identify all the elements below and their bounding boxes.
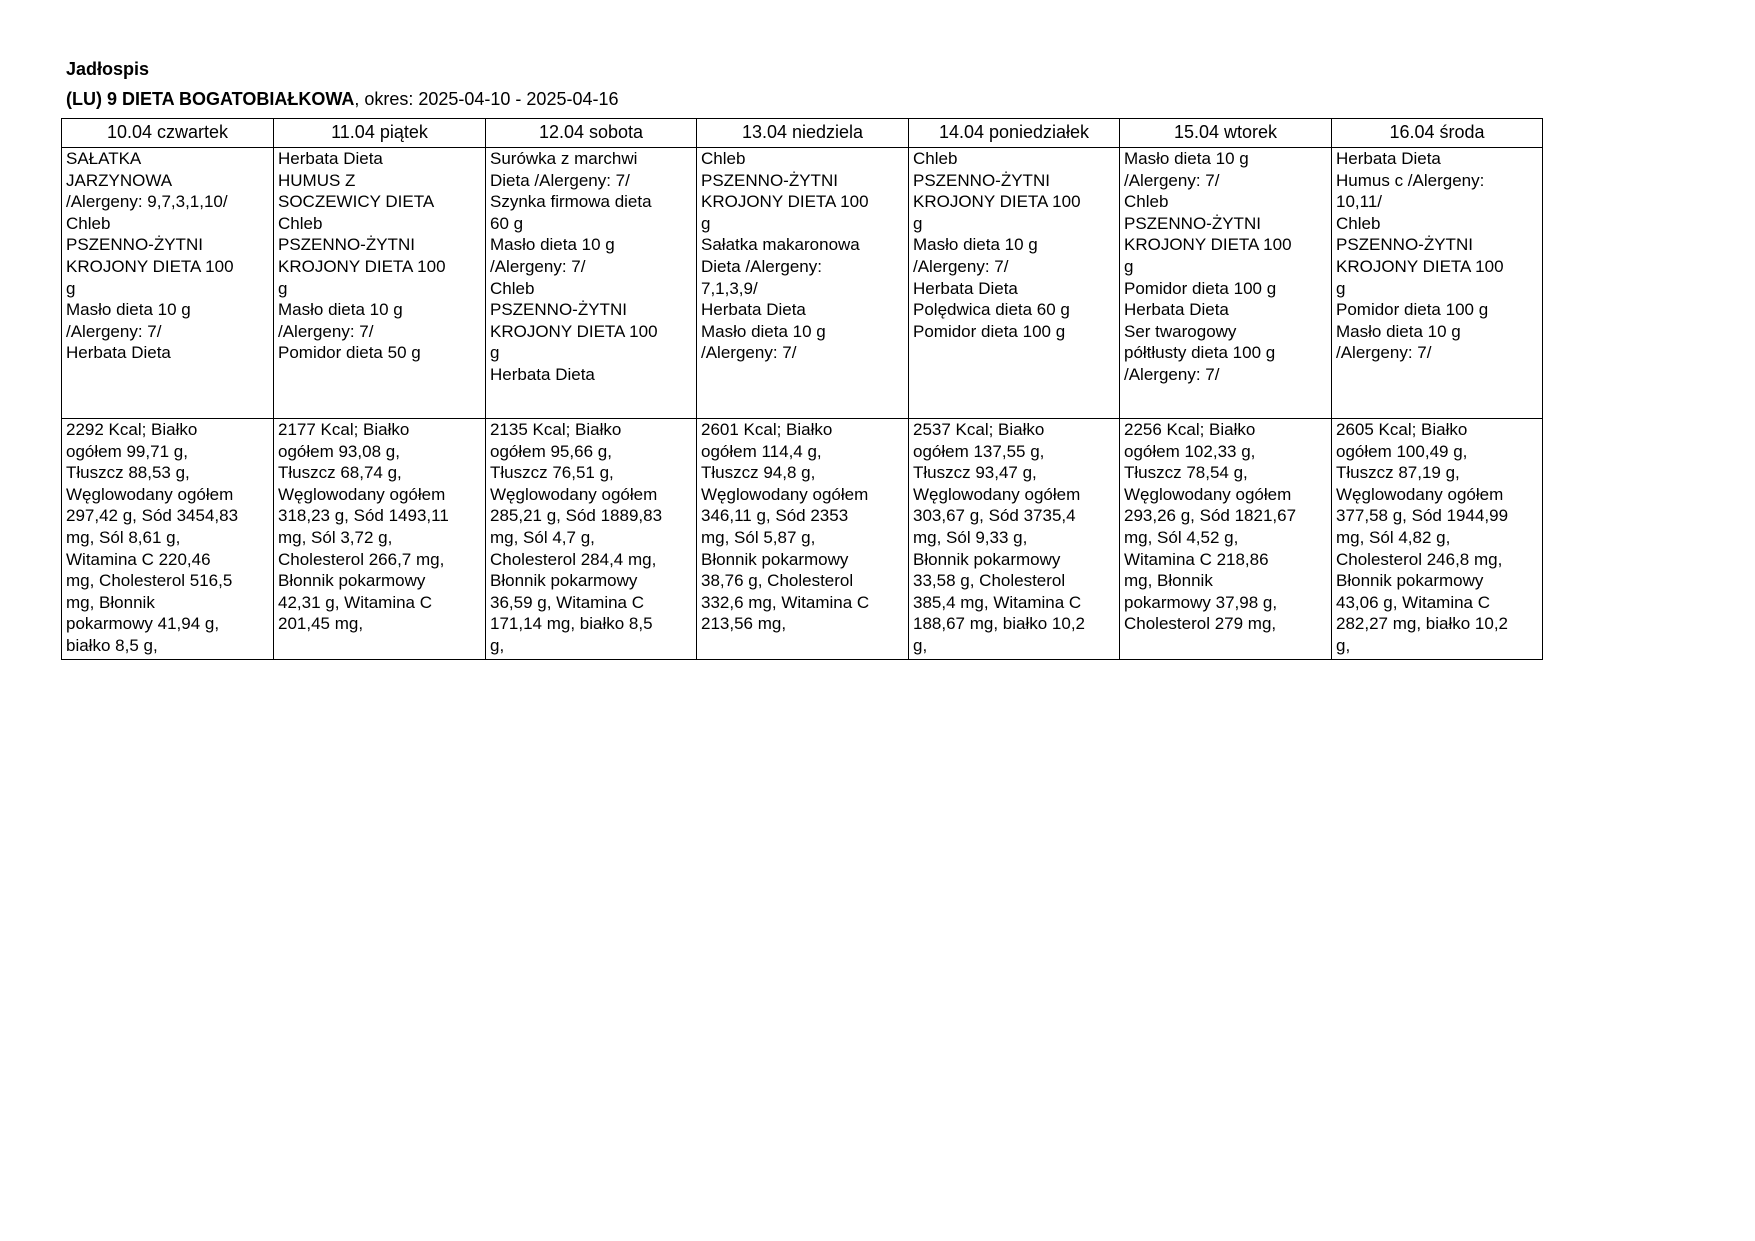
meals-cell: Surówka z marchwi Dieta /Alergeny: 7/ Szynka firmowa dieta 60 g Masło dieta 10 g /Alergeny: 7/ Chleb PSZENNO-ŻYTNI KROJONY DIETA 100 g Herbata Dieta — [486, 148, 697, 419]
diet-name: (LU) 9 DIETA BOGATOBIAŁKOWA — [66, 89, 355, 109]
nutrition-cell: 2601 Kcal; Białko ogółem 114,4 g, Tłuszcz 94,8 g, Węglowodany ogółem 346,11 g, Sód 2353 mg, Sól 5,87 g, Błonnik pokarmowy 38,76 g, Cholesterol 332,6 mg, Witamina C 213,56 mg, — [697, 419, 909, 660]
page-title: Jadłospis — [66, 59, 150, 79]
day-header: 11.04 piątek — [274, 119, 486, 148]
meals-cell: Masło dieta 10 g /Alergeny: 7/ Chleb PSZENNO-ŻYTNI KROJONY DIETA 100 g Pomidor dieta 100 g Herbata Dieta Ser twarogowy półtłusty dieta 100 g /Alergeny: 7/ — [1120, 148, 1332, 419]
nutrition-cell: 2292 Kcal; Białko ogółem 99,71 g, Tłuszcz 88,53 g, Węglowodany ogółem 297,42 g, Sód 3454,83 mg, Sól 8,61 g, Witamina C 220,46 mg, Cholesterol 516,5 mg, Błonnik pokarmowy 41,94 g, białko 8,5 g, — [62, 419, 274, 660]
meals-cell: Chleb PSZENNO-ŻYTNI KROJONY DIETA 100 g Sałatka makaronowa Dieta /Alergeny: 7,1,3,9/ Herbata Dieta Masło dieta 10 g /Alergeny: 7/ — [697, 148, 909, 419]
meals-cell: SAŁATKA JARZYNOWA /Alergeny: 9,7,3,1,10/ Chleb PSZENNO-ŻYTNI KROJONY DIETA 100 g Masło dieta 10 g /Alergeny: 7/ Herbata Dieta — [62, 148, 274, 419]
weekly-menu-table — [61, 118, 1543, 660]
meals-cell: Herbata Dieta Humus c /Alergeny: 10,11/ Chleb PSZENNO-ŻYTNI KROJONY DIETA 100 g Pomidor dieta 100 g Masło dieta 10 g /Alergeny: 7/ — [1332, 148, 1543, 419]
day-header: 12.04 sobota — [486, 119, 697, 148]
day-header: 14.04 poniedziałek — [909, 119, 1120, 148]
nutrition-row — [62, 419, 1543, 660]
nutrition-cell: 2256 Kcal; Białko ogółem 102,33 g, Tłuszcz 78,54 g, Węglowodany ogółem 293,26 g, Sód 1821,67 mg, Sól 4,52 g, Witamina C 218,86 mg, Błonnik pokarmowy 37,98 g, Cholesterol 279 mg, — [1120, 419, 1332, 660]
day-header: 16.04 środa — [1332, 119, 1543, 148]
period-label: , okres: 2025-04-10 - 2025-04-16 — [354, 89, 619, 109]
nutrition-cell: 2177 Kcal; Białko ogółem 93,08 g, Tłuszcz 68,74 g, Węglowodany ogółem 318,23 g, Sód 1493,11 mg, Sól 3,72 g, Cholesterol 266,7 mg, Błonnik pokarmowy 42,31 g, Witamina C 201,45 mg, — [274, 419, 486, 660]
meals-cell: Herbata Dieta HUMUS Z SOCZEWICY DIETA Chleb PSZENNO-ŻYTNI KROJONY DIETA 100 g Masło dieta 10 g /Alergeny: 7/ Pomidor dieta 50 g — [274, 148, 486, 419]
day-header-row — [62, 119, 1543, 148]
nutrition-cell: 2135 Kcal; Białko ogółem 95,66 g, Tłuszcz 76,51 g, Węglowodany ogółem 285,21 g, Sód 1889,83 mg, Sól 4,7 g, Cholesterol 284,4 mg, Błonnik pokarmowy 36,59 g, Witamina C 171,14 mg, białko 8,5 g, — [486, 419, 697, 660]
meals-row — [62, 148, 1543, 419]
nutrition-cell: 2605 Kcal; Białko ogółem 100,49 g, Tłuszcz 87,19 g, Węglowodany ogółem 377,58 g, Sód 1944,99 mg, Sól 4,82 g, Cholesterol 246,8 mg, Błonnik pokarmowy 43,06 g, Witamina C 282,27 mg, białko 10,2 g, — [1332, 419, 1543, 660]
day-header: 15.04 wtorek — [1120, 119, 1332, 148]
menu-subtitle — [66, 88, 619, 110]
meals-cell: Chleb PSZENNO-ŻYTNI KROJONY DIETA 100 g Masło dieta 10 g /Alergeny: 7/ Herbata Dieta Polędwica dieta 60 g Pomidor dieta 100 g — [909, 148, 1120, 419]
nutrition-cell: 2537 Kcal; Białko ogółem 137,55 g, Tłuszcz 93,47 g, Węglowodany ogółem 303,67 g, Sód 3735,4 mg, Sól 9,33 g, Błonnik pokarmowy 33,58 g, Cholesterol 385,4 mg, Witamina C 188,67 mg, białko 10,2 g, — [909, 419, 1120, 660]
day-header: 13.04 niedziela — [697, 119, 909, 148]
day-header: 10.04 czwartek — [62, 119, 274, 148]
